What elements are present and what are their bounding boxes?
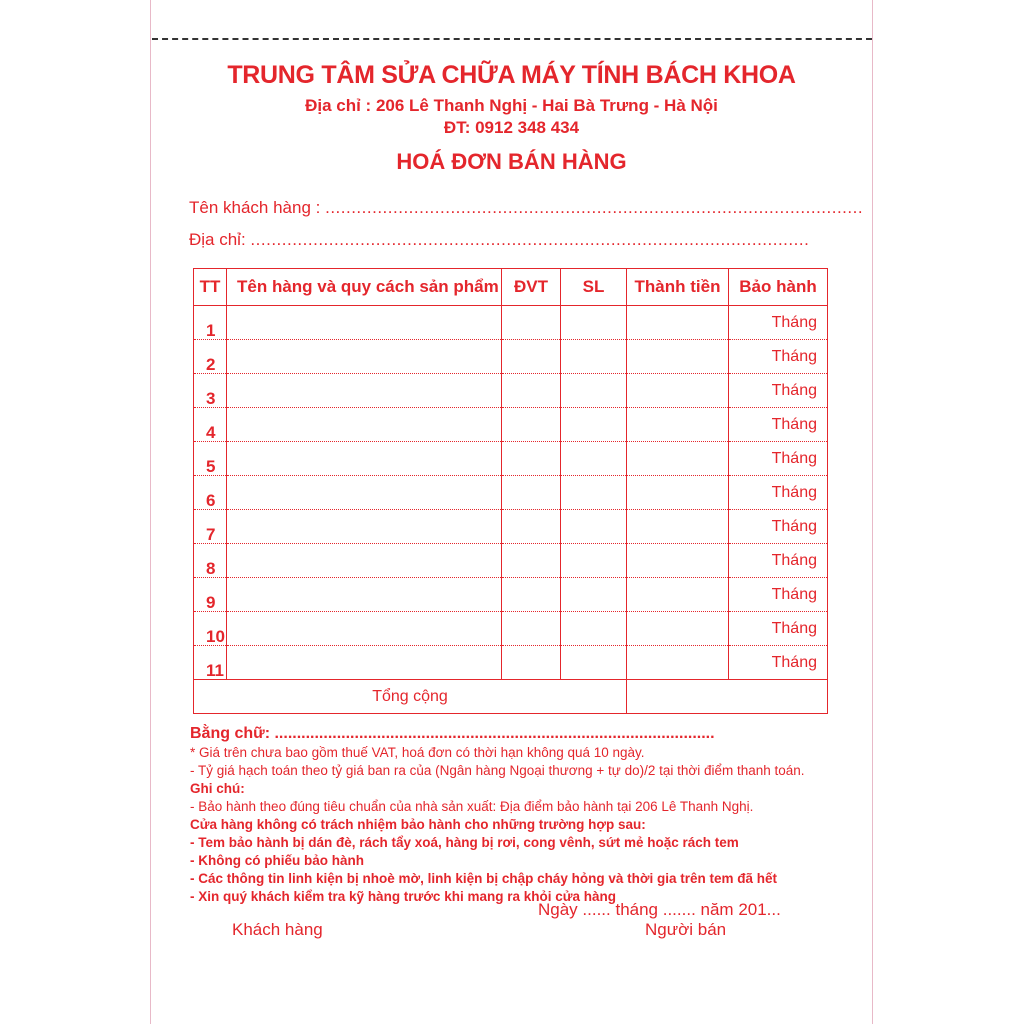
row-number (194, 442, 227, 476)
row-number-text: 7 (206, 525, 216, 544)
amount-cell[interactable] (627, 374, 729, 408)
row-number-text: 11 (206, 661, 224, 680)
table-row (194, 510, 828, 544)
table-row (194, 578, 828, 612)
product-cell[interactable] (227, 340, 502, 374)
store-phone: ĐT: 0912 348 434 (443, 118, 580, 137)
note-line: - Xin quý khách kiểm tra kỹ hàng trước khi mang ra khỏi cửa hàng (190, 889, 617, 904)
table-row (194, 374, 828, 408)
note-title: Ghi chú: (190, 781, 245, 796)
warranty-cell: Tháng (729, 510, 828, 544)
row-number (194, 340, 227, 374)
product-cell[interactable] (227, 476, 502, 510)
table-row (194, 340, 828, 374)
warranty-cell: Tháng (729, 544, 828, 578)
row-number (194, 306, 227, 340)
unit-cell[interactable] (502, 612, 561, 646)
unit-cell[interactable] (502, 544, 561, 578)
customer-address-field (189, 230, 809, 250)
amount-cell[interactable] (627, 408, 729, 442)
col-header-product: Tên hàng và quy cách sản phẩm (227, 269, 502, 306)
row-number-text: 3 (206, 389, 216, 408)
product-cell[interactable] (227, 544, 502, 578)
amount-cell[interactable] (627, 340, 729, 374)
row-number (194, 578, 227, 612)
product-cell[interactable] (227, 408, 502, 442)
col-header-unit: ĐVT (502, 269, 561, 306)
qty-cell[interactable] (561, 476, 627, 510)
table-row (194, 442, 828, 476)
amount-cell[interactable] (627, 612, 729, 646)
col-header-amount: Thành tiền (627, 269, 729, 306)
row-number (194, 612, 227, 646)
product-cell[interactable] (227, 442, 502, 476)
row-number (194, 374, 227, 408)
customer-name-field (189, 198, 863, 218)
qty-cell[interactable] (561, 408, 627, 442)
amount-cell[interactable] (627, 306, 729, 340)
note-line: * Giá trên chưa bao gồm thuế VAT, hoá đơn có thời hạn không quá 10 ngày. (190, 745, 645, 760)
customer-address-label: Địa chỉ: (189, 230, 251, 249)
perforation-line (152, 38, 872, 40)
items-table (193, 268, 828, 714)
product-cell[interactable] (227, 510, 502, 544)
qty-cell[interactable] (561, 442, 627, 476)
table-row (194, 408, 828, 442)
product-cell[interactable] (227, 306, 502, 340)
row-number-text: 5 (206, 457, 216, 476)
total-label: Tổng cộng (194, 680, 627, 714)
note-line: - Tỷ giá hạch toán theo tỷ giá ban ra của (Ngân hàng Ngoại thương + tự do)/2 tại thời điểm thanh toán. (190, 763, 805, 778)
qty-cell[interactable] (561, 646, 627, 680)
note-line: - Tem bảo hành bị dán đè, rách tẩy xoá, hàng bị rơi, cong vênh, sứt mẻ hoặc rách tem (190, 835, 739, 850)
seller-signature-label: Người bán (645, 920, 727, 939)
row-number-text: 2 (206, 355, 216, 374)
unit-cell[interactable] (502, 374, 561, 408)
row-number-text: 10 (206, 627, 225, 646)
store-address: Địa chỉ : 206 Lê Thanh Nghị - Hai Bà Trưng - Hà Nội (305, 96, 718, 115)
total-amount-cell[interactable] (627, 680, 828, 714)
unit-cell[interactable] (502, 442, 561, 476)
invoice-date: Ngày ...... tháng ....... năm 201... (538, 900, 781, 919)
amount-cell[interactable] (627, 544, 729, 578)
product-cell[interactable] (227, 646, 502, 680)
qty-cell[interactable] (561, 544, 627, 578)
row-number (194, 476, 227, 510)
qty-cell[interactable] (561, 306, 627, 340)
qty-cell[interactable] (561, 374, 627, 408)
row-number-text: 6 (206, 491, 216, 510)
qty-cell[interactable] (561, 510, 627, 544)
table-header-row (194, 269, 828, 306)
amount-cell[interactable] (627, 476, 729, 510)
customer-signature-label: Khách hàng (232, 920, 323, 939)
row-number-text: 4 (206, 423, 216, 442)
row-number-text: 8 (206, 559, 216, 578)
row-number (194, 646, 227, 680)
unit-cell[interactable] (502, 646, 561, 680)
warranty-cell: Tháng (729, 340, 828, 374)
store-name: TRUNG TÂM SỬA CHỮA MÁY TÍNH BÁCH KHOA (227, 61, 796, 89)
warranty-cell: Tháng (729, 306, 828, 340)
customer-address-dots: ........................................................................................................... (250, 230, 810, 249)
qty-cell[interactable] (561, 578, 627, 612)
row-number (194, 510, 227, 544)
product-cell[interactable] (227, 612, 502, 646)
table-row (194, 612, 828, 646)
warranty-cell: Tháng (729, 374, 828, 408)
table-row (194, 544, 828, 578)
qty-cell[interactable] (561, 612, 627, 646)
customer-name-dots: ....................................................................................................... (325, 198, 864, 217)
amount-cell[interactable] (627, 578, 729, 612)
unit-cell[interactable] (502, 510, 561, 544)
product-cell[interactable] (227, 578, 502, 612)
col-header-warranty: Bảo hành (729, 269, 828, 306)
amount-cell[interactable] (627, 510, 729, 544)
warranty-cell: Tháng (729, 578, 828, 612)
note-line: - Các thông tin linh kiện bị nhoè mờ, linh kiện bị chập cháy hỏng và thời gia trên tem đã hết (190, 871, 777, 886)
warranty-cell: Tháng (729, 476, 828, 510)
warranty-cell: Tháng (729, 646, 828, 680)
row-number-text: 1 (206, 321, 216, 340)
unit-cell[interactable] (502, 408, 561, 442)
row-number (194, 544, 227, 578)
unit-cell[interactable] (502, 340, 561, 374)
amount-cell[interactable] (627, 646, 729, 680)
table-row (194, 476, 828, 510)
table-row (194, 306, 828, 340)
row-number (194, 408, 227, 442)
qty-cell[interactable] (561, 340, 627, 374)
warranty-cell: Tháng (729, 408, 828, 442)
unit-cell[interactable] (502, 306, 561, 340)
unit-cell[interactable] (502, 476, 561, 510)
customer-name-label: Tên khách hàng : (189, 198, 326, 217)
note-line: Cửa hàng không có trách nhiệm bảo hành cho những trường hợp sau: (190, 817, 646, 832)
note-line: - Bảo hành theo đúng tiêu chuẩn của nhà sản xuất: Địa điểm bảo hành tại 206 Lê Thanh Nghị. (190, 799, 754, 814)
amount-cell[interactable] (627, 442, 729, 476)
product-cell[interactable] (227, 374, 502, 408)
note-line: - Không có phiếu bảo hành (190, 853, 364, 868)
invoice-title: HOÁ ĐƠN BÁN HÀNG (396, 149, 627, 174)
row-number-text: 9 (206, 593, 216, 612)
col-header-no: TT (194, 269, 227, 306)
col-header-qty: SL (561, 269, 627, 306)
warranty-cell: Tháng (729, 442, 828, 476)
total-row (194, 680, 828, 714)
notes-section (190, 724, 850, 906)
amount-in-words: Bằng chữ: ................................................................................................... (190, 725, 715, 742)
table-row (194, 646, 828, 680)
unit-cell[interactable] (502, 578, 561, 612)
warranty-cell: Tháng (729, 612, 828, 646)
